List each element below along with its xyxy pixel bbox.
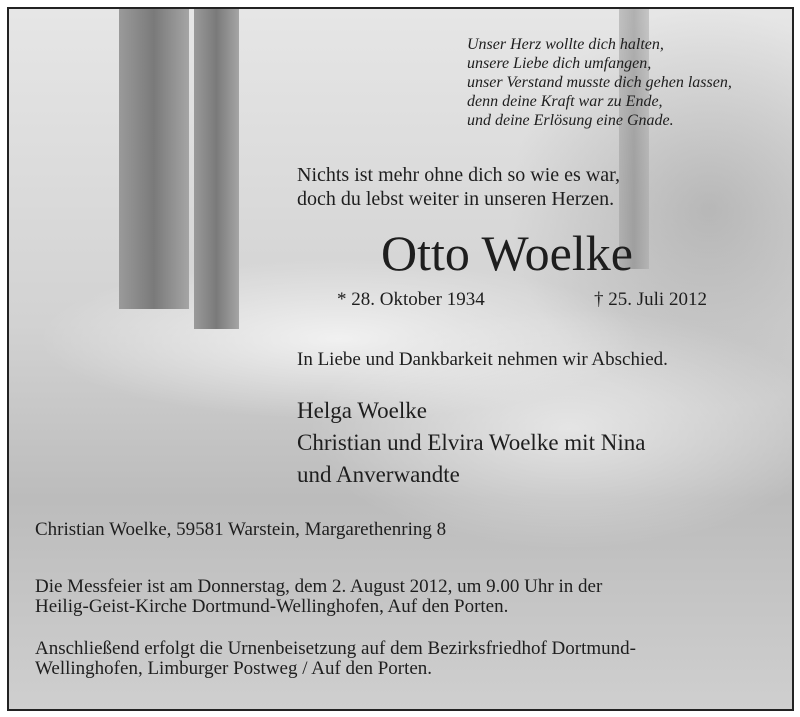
poem [467, 35, 732, 130]
burial-line: Anschließend erfolgt die Urnenbeisetzung auf dem Bezirksfriedhof Dortmund- [35, 638, 636, 659]
background-tree-trunk [194, 9, 239, 329]
mass-info [35, 577, 775, 617]
quote-line: Nichts ist mehr ohne dich so wie es war, [297, 164, 621, 186]
poem-line: unsere Liebe dich umfangen, [467, 55, 652, 72]
burial-info [35, 639, 775, 679]
burial-line: Wellinghofen, Limburger Postweg / Auf den Porten. [35, 658, 433, 679]
quote [297, 163, 620, 211]
poem-line: Unser Herz wollte dich halten, [467, 36, 664, 53]
mourner: und Anverwandte [297, 462, 460, 487]
obituary-notice [7, 7, 794, 711]
poem-line: und deine Erlösung eine Gnade. [467, 112, 674, 129]
poem-line: unser Verstand musste dich gehen lassen, [467, 74, 732, 91]
mass-line: Die Messfeier ist am Donnerstag, dem 2. August 2012, um 9.00 Uhr in der [35, 576, 603, 597]
poem-line: denn deine Kraft war zu Ende, [467, 93, 663, 110]
background-tree-trunk [119, 9, 189, 309]
death-date: † 25. Juli 2012 [594, 289, 707, 310]
deceased-name: Otto Woelke [381, 225, 633, 281]
farewell-text: In Liebe und Dankbarkeit nehmen wir Abschied. [297, 349, 668, 370]
contact-address: Christian Woelke, 59581 Warstein, Margarethenring 8 [35, 519, 447, 540]
mourner: Christian und Elvira Woelke mit Nina [297, 430, 646, 455]
birth-date: * 28. Oktober 1934 [337, 289, 485, 310]
mourners [297, 395, 645, 491]
mourner: Helga Woelke [297, 398, 427, 423]
mass-line: Heilig-Geist-Kirche Dortmund-Wellinghofen, Auf den Porten. [35, 596, 509, 617]
quote-line: doch du lebst weiter in unseren Herzen. [297, 188, 615, 210]
